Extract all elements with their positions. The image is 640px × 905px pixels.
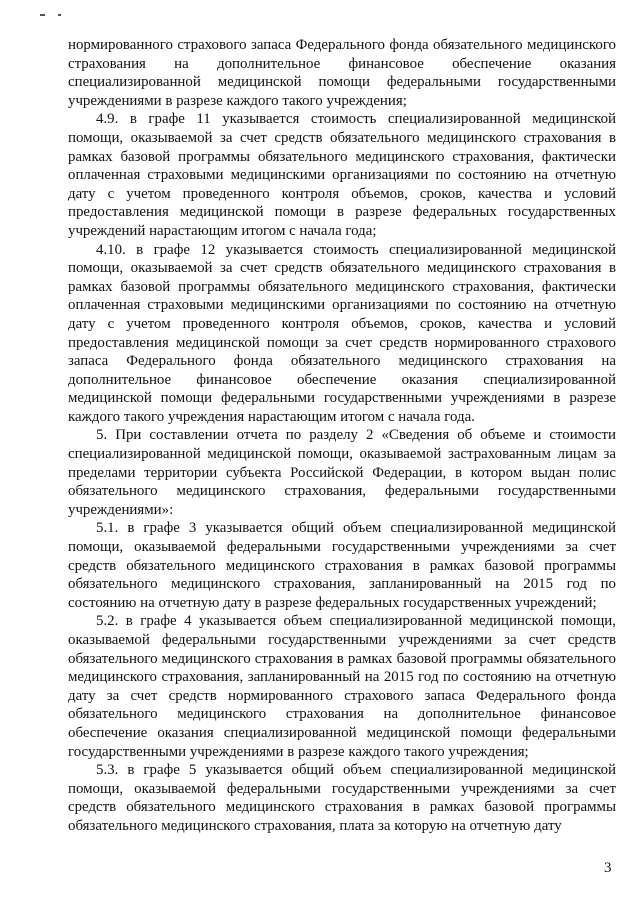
page-number: 3	[604, 860, 612, 876]
paragraph: 5. При составлении отчета по разделу 2 «Сведения об объеме и стоимости специализированной медицинской помощи, оказываемой застрахованным лицам за пределами территории субъекта Российской Федерации, в котором выдан полис обязательного медицинского страхования, федеральными государственными учреждениями»:	[68, 427, 616, 518]
scan-artifact	[58, 14, 61, 16]
paragraph: 5.2. в графе 4 указывается объем специализированной медицинской помощи, оказываемой федеральными государственными учреждениями за счет средств обязательного медицинского страхования в рамках базовой программы обязательного медицинского страхования, запланированный на 2015 год по состоянию на отчетную дату за счет средств нормированного страхового запаса Федерального фонда обязательного медицинского страхования на дополнительное финансовое обеспечение оказания специализированной медицинской помощи федеральными государственными учреждениями в разрезе каждого такого учреждения;	[68, 613, 616, 760]
paragraph: 5.3. в графе 5 указывается общий объем специализированной медицинской помощи, оказываемой федеральными государственными учреждениями за счет средств обязательного медицинского страхования в рамках базовой программы обязательного медицинского страхования, плата за которую на отчетную дату	[68, 762, 616, 834]
paragraph: 4.9. в графе 11 указывается стоимость специализированной медицинской помощи, оказываемой за счет средств обязательного медицинского страхования в рамках базовой программы обязательного медицинского страхования, фактически оплаченная страховыми медицинскими организациями по состоянию на отчетную дату с учетом проведенного контроля объемов, сроков, качества и условий предоставления медицинской помощи в разрезе федеральных государственных учреждений нарастающим итогом с начала года;	[68, 111, 616, 239]
scan-artifact	[40, 14, 45, 16]
paragraph: 5.1. в графе 3 указывается общий объем специализированной медицинской помощи, оказываемой федеральными государственными учреждениями за счет средств обязательного медицинского страхования в рамках базовой программы обязательного медицинского страхования, запланированный на 2015 год по состоянию на отчетную дату в разрезе федеральных государственных учреждений;	[68, 520, 616, 611]
document-body	[68, 36, 616, 836]
paragraph: нормированного страхового запаса Федерального фонда обязательного медицинского страхования на дополнительное финансовое обеспечение оказания специализированной медицинской помощи федеральными государственными учреждениями в разрезе каждого такого учреждения;	[68, 37, 616, 109]
paragraph: 4.10. в графе 12 указывается стоимость специализированной медицинской помощи, оказываемой за счет средств обязательного медицинского страхования в рамках базовой программы обязательного медицинского страхования, фактически оплаченная страховыми медицинскими организациями по состоянию на отчетную дату с учетом проведенного контроля объемов, сроков, качества и условий предоставления медицинской помощи за счет средств нормированного страхового запаса Федерального фонда обязательного медицинского страхования на дополнительное финансовое обеспечение оказания специализированной медицинской помощи федеральными государственными учреждениями в разрезе каждого такого учреждения нарастающим итогом с начала года.	[68, 241, 616, 425]
